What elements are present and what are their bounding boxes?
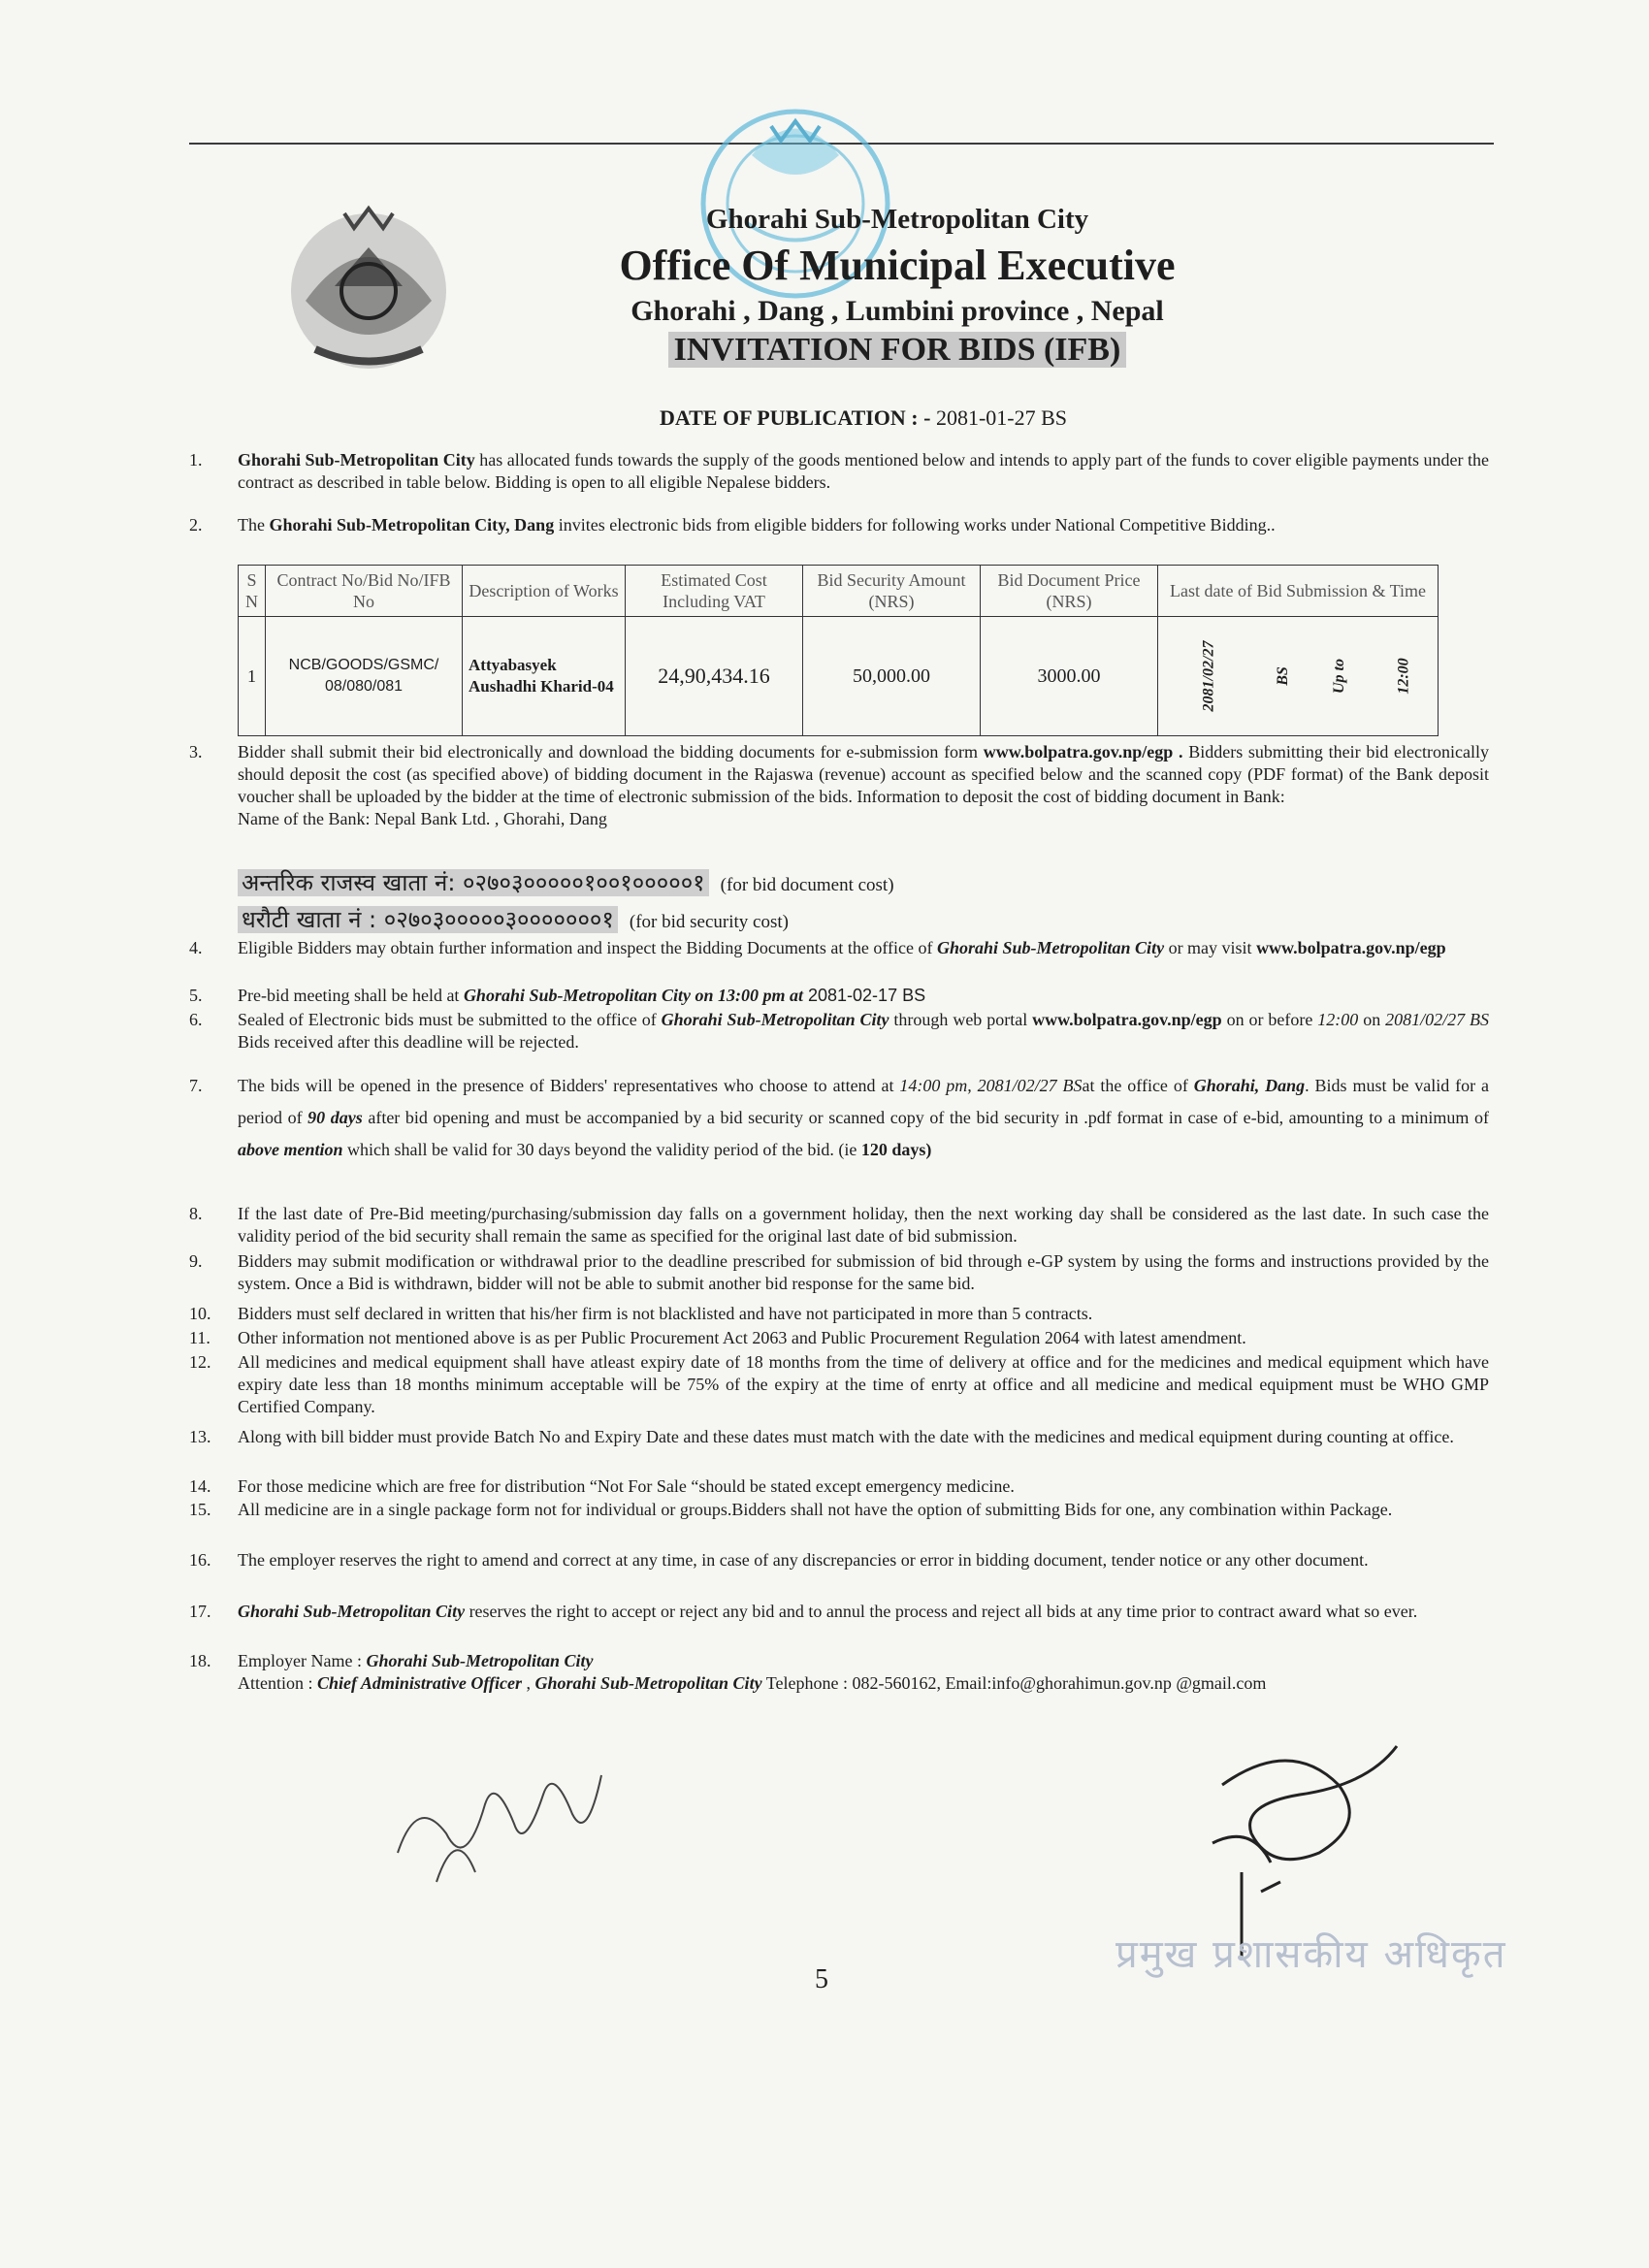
item-text-part: on: [1358, 1010, 1386, 1029]
item-text: [238, 514, 1489, 536]
item-text: [238, 741, 1489, 830]
item-text-bold: www.bolpatra.gov.np/egp .: [983, 742, 1183, 761]
col-header-deadline: Last date of Bid Submission & Time: [1158, 566, 1439, 617]
item-text-part: Bidder shall submit their bid electronically and download the bidding documents for e-submission form: [238, 742, 984, 761]
item-text: Bidders may submit modification or withdrawal prior to the deadline prescribed for submission of bid through e-GP system by using the forms and instructions provided by the system. Once a Bid is withdrawn, bidder will not be able to submit another bid response for the same bid.: [238, 1251, 1489, 1293]
item-text-bold: Ghorahi Sub-Metropolitan City: [534, 1673, 762, 1693]
item-number: 15.: [189, 1500, 211, 1519]
cell-cost: 24,90,434.16: [626, 617, 803, 736]
page-number: 5: [815, 1964, 828, 1994]
item-text-bold: Ghorahi Sub-Metropolitan City, Dang: [269, 515, 555, 535]
item-text: Other information not mentioned above is as per Public Procurement Act 2063 and Public Procurement Regulation 2064 with latest amendment.: [238, 1328, 1246, 1347]
item-text-part: The bids will be opened in the presence of Bidders' representatives who choose to attend at: [238, 1076, 900, 1095]
city-name: Ghorahi Sub-Metropolitan City: [705, 204, 1089, 235]
item-text-part: which shall be valid for 30 days beyond the validity period of the bid. (ie: [342, 1140, 861, 1159]
item-number: 5.: [189, 986, 203, 1005]
col-header-doc-price: Bid Document Price (NRS): [981, 566, 1158, 617]
signature-left-icon: [378, 1736, 630, 1892]
item-number: 9.: [189, 1251, 203, 1271]
item-link: www.bolpatra.gov.np/egp: [1032, 1010, 1222, 1029]
item-text-bold: Ghorahi Sub-Metropolitan City on 13:00 pm at: [463, 986, 803, 1005]
item-text-part: 2081-02-17 BS: [803, 986, 926, 1005]
item-text: The employer reserves the right to amend and correct at any time, in case of any discrepancies or error in bidding document, tender notice or any other document.: [238, 1550, 1369, 1570]
item-text-part: ,: [522, 1673, 535, 1693]
table-header-row: [239, 566, 1439, 617]
item-text-part: Telephone : 082-560162, Email:info@ghorahimun.gov.np @gmail.com: [761, 1673, 1267, 1693]
bank-name: Name of the Bank: Nepal Bank Ltd. , Ghorahi, Dang: [238, 809, 607, 828]
cell-contract: NCB/GOODS/GSMC/ 08/080/081: [266, 617, 463, 736]
account-security: [238, 903, 789, 935]
cell-deadline: [1158, 617, 1439, 736]
table-row: [239, 617, 1439, 736]
item-text: [238, 1009, 1489, 1053]
publication-date: [0, 405, 1649, 431]
col-header-sn: S N: [239, 566, 266, 617]
publication-date-label: DATE OF PUBLICATION : -: [659, 405, 931, 430]
item-text: For those medicine which are free for distribution “Not For Sale “should be stated except emergency medicine.: [238, 1476, 1015, 1496]
item-text-part: has allocated funds towards the supply of the goods mentioned below and intends to apply part of the funds to cover eligible payments under the contract as described in table below. Bidding is open to all eligible Nepalese bidders.: [238, 450, 1490, 492]
item-text: [238, 449, 1489, 494]
item-text: Along with bill bidder must provide Batch No and Expiry Date and these dates must match with the date with the medicines and medical equipment during counting at office.: [238, 1427, 1454, 1446]
item-number: 8.: [189, 1204, 203, 1223]
item-text: [238, 1650, 1489, 1695]
item-text-bold: Ghorahi Sub-Metropolitan City: [661, 1010, 889, 1029]
item-text-part: Bids received after this deadline will be rejected.: [238, 1032, 579, 1052]
item-text-part: . Bids must be valid for a period of: [238, 1076, 1489, 1127]
publication-date-value: 2081-01-27 BS: [935, 405, 1068, 430]
item-link: www.bolpatra.gov.np/egp: [1256, 938, 1446, 957]
item-number: 12.: [189, 1352, 211, 1372]
item-text: [238, 985, 1489, 1007]
item-number: 18.: [189, 1651, 211, 1670]
item-text: Bidders must self declared in written that his/her firm is not blacklisted and have not participated in more than 5 contracts.: [238, 1304, 1093, 1323]
cell-doc-price: 3000.00: [981, 617, 1158, 736]
ifb-title-text: INVITATION FOR BIDS (IFB): [668, 332, 1127, 368]
item-text-part: The: [238, 515, 270, 535]
ifb-title: [0, 332, 1649, 369]
item-text-part: on or before: [1221, 1010, 1318, 1029]
deadline-upto: Up to: [1330, 659, 1347, 694]
office-address: Ghorahi , Dang , Lumbini province , Nepal: [630, 295, 1164, 327]
deadline-rotated: [1159, 618, 1437, 734]
office-title: Office Of Municipal Executive: [619, 242, 1176, 289]
item-number: 3.: [189, 742, 203, 761]
account-security-note: (for bid security cost): [629, 912, 789, 932]
item-text-part: 14:00 pm, 2081/02/27 BS: [899, 1076, 1083, 1095]
item-text-part: 2081/02/27 BS: [1385, 1010, 1490, 1029]
item-number: 1.: [189, 450, 203, 470]
account-revenue: [238, 866, 894, 898]
item-number: 2.: [189, 515, 203, 535]
item-number: 14.: [189, 1476, 211, 1496]
deadline-time: 12:00: [1395, 658, 1412, 695]
item-text-part: Sealed of Electronic bids must be submitted to the office of: [238, 1010, 662, 1029]
item-text-bold: Ghorahi, Dang: [1193, 1076, 1306, 1095]
item-number: 6.: [189, 1010, 203, 1029]
item-number: 10.: [189, 1304, 211, 1323]
item-text: All medicine are in a single package form not for individual or groups.Bidders shall not have the option of submitting Bids for one, any combination within Package.: [238, 1500, 1393, 1519]
col-header-contract: Contract No/Bid No/IFB No: [266, 566, 463, 617]
col-header-security: Bid Security Amount (NRS): [803, 566, 981, 617]
item-text-bold: Ghorahi Sub-Metropolitan City: [238, 1602, 466, 1621]
item-text-bold: Ghorahi Sub-Metropolitan City: [937, 938, 1165, 957]
item-number: 17.: [189, 1602, 211, 1621]
item-text-part: Employer Name :: [238, 1651, 367, 1670]
item-text-bold: 90 days: [307, 1108, 363, 1127]
item-text-part: invites electronic bids from eligible bidders for following works under National Competitive Bidding..: [554, 515, 1276, 535]
col-header-description: Description of Works: [463, 566, 626, 617]
bids-table: [238, 565, 1439, 736]
item-text-part: Pre-bid meeting shall be held at: [238, 986, 464, 1005]
item-number: 7.: [189, 1076, 203, 1095]
cell-security: 50,000.00: [803, 617, 981, 736]
item-text-part: or may visit: [1164, 938, 1257, 957]
item-text-part: Bidders submitting their bid electronically should deposit the cost (as specified above) of bidding document in the Rajaswa (revenue) account as specified below and the scanned copy (PDF format) of the Bank deposit voucher shall be uploaded by the bidder at the time of electronic submission of the bids. Information to deposit the cost of bidding document in Bank:: [238, 742, 1489, 806]
deadline-date: 2081/02/27: [1200, 640, 1217, 712]
cell-sn: 1: [239, 617, 266, 736]
item-text-part: Eligible Bidders may obtain further information and inspect the Bidding Documents at the office of: [238, 938, 937, 957]
item-text-bold: above mention: [238, 1140, 343, 1159]
item-number: 16.: [189, 1550, 211, 1570]
item-text-bold: Chief Administrative Officer: [317, 1673, 522, 1693]
item-text-bold: Ghorahi Sub-Metropolitan City: [366, 1651, 594, 1670]
item-number: 4.: [189, 938, 203, 957]
cell-description: Attyabasyek Aushadhi Kharid-04: [463, 617, 626, 736]
item-text: [238, 1601, 1489, 1623]
item-text-part: through web portal: [889, 1010, 1033, 1029]
account-revenue-number: अन्तरिक राजस्व खाता नं: ०२७०३०००००१००१०००००१: [238, 869, 709, 896]
item-text: If the last date of Pre-Bid meeting/purchasing/submission day falls on a government holiday, then the next working day shall be considered as the last date. In such case the validity period of the bid security shall remain the same as specified for the original last date of bid submission.: [238, 1204, 1489, 1246]
item-text-part: 12:00: [1317, 1010, 1359, 1029]
item-text: [238, 1070, 1489, 1166]
item-number: 11.: [189, 1328, 210, 1347]
deadline-bs: BS: [1274, 666, 1291, 686]
item-text-part: at the office of: [1082, 1076, 1194, 1095]
item-number: 13.: [189, 1427, 211, 1446]
account-security-number: धरौटी खाता नं : ०२७०३०००००३०००००००१: [238, 906, 618, 933]
item-text-part: after bid opening and must be accompanied by a bid security or scanned copy of the bid security in .pdf format in case of e-bid, amounting to a minimum of: [362, 1108, 1489, 1127]
officer-stamp: प्रमुख प्रशासकीय अधिकृत: [1116, 1932, 1507, 1977]
item-text: All medicines and medical equipment shall have atleast expiry date of 18 months from the time of delivery at office and for the medicines and medical equipment which have expiry date less than 18 months minimum acceptable will be 75% of the expiry at the time of enrty at office and all medicine and medical equipment must be WHO GMP Certified Company.: [238, 1352, 1489, 1416]
item-text: [238, 937, 1489, 959]
item-text-part: Attention :: [238, 1673, 317, 1693]
account-revenue-note: (for bid document cost): [720, 875, 894, 895]
item-text-bold: 120 days): [860, 1140, 932, 1159]
item-text-bold: Ghorahi Sub-Metropolitan City: [238, 450, 475, 470]
item-text-part: reserves the right to accept or reject any bid and to annul the process and reject all bids at any time prior to contract award what so ever.: [465, 1602, 1418, 1621]
col-header-cost: Estimated Cost Including VAT: [626, 566, 803, 617]
